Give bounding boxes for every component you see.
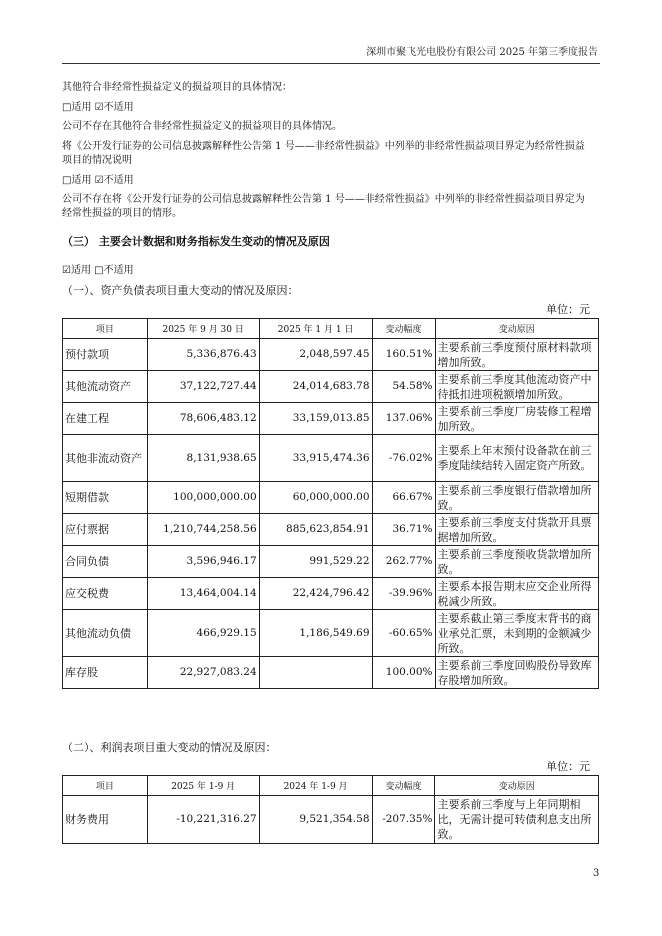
current-value-cell: 13,464,004.14 (147, 578, 259, 610)
change-cell: 54.58% (372, 371, 435, 403)
page-number: 3 (593, 868, 600, 879)
reason-cell: 主要系前三季度回购股份导致库存股增加所致。 (435, 657, 599, 689)
prior-value-cell: 33,159,013.85 (259, 403, 372, 435)
change-cell: -76.02% (372, 435, 435, 482)
header-divider (62, 63, 600, 64)
paragraph: 项目的情况说明 (62, 155, 132, 166)
header-cell: 项目 (63, 776, 148, 796)
income-subtitle: （二）、利润表项目重大变动的情况及原因： (62, 741, 277, 754)
table-row (63, 578, 599, 610)
header-cell: 2025 年 1-9 月 (147, 776, 259, 796)
change-cell: -39.96% (372, 578, 435, 610)
table-header-row (63, 776, 599, 796)
prior-value-cell: 885,623,854.91 (259, 514, 372, 546)
current-value-cell: 5,336,876.43 (147, 339, 259, 371)
reason-cell: 主要系上年末预付设备款在前三季度陆续结转入固定资产所致。 (435, 435, 599, 482)
header-cell: 变动幅度 (372, 319, 435, 339)
applicability-line: □适用 ☑不适用 (62, 175, 134, 186)
paragraph: 公司不存在将《公开发行证券的公司信息披露解释性公告第 1 号——非经常性损益》中列举的非经常性损益项目界定为 (62, 194, 585, 205)
section-title: （三） 主要会计数据和财务指标发生变动的情况及原因 (62, 235, 330, 248)
item-cell: 库存股 (63, 657, 148, 689)
current-value-cell: 22,927,083.24 (147, 657, 259, 689)
reason-cell: 主要系前三季度厂房装修工程增加所致。 (435, 403, 599, 435)
table-row (63, 657, 599, 689)
table-row (63, 339, 599, 371)
applicability-line: □适用 ☑不适用 (62, 102, 134, 113)
header-cell: 变动原因 (435, 776, 599, 796)
table-header-row (63, 319, 599, 339)
table-row (63, 482, 599, 514)
reason-cell: 主要系截止第三季度末背书的商业承兑汇票，未到期的金额减少所致。 (435, 610, 599, 657)
change-cell: 262.77% (372, 546, 435, 578)
current-value-cell: -10,221,316.27 (147, 796, 259, 844)
header-cell: 项目 (63, 319, 148, 339)
income-unit: 单位：元 (546, 760, 590, 773)
paragraph: 经常性损益的项目的情形。 (62, 208, 182, 219)
table-row (63, 435, 599, 482)
page-header: 深圳市聚飞光电股份有限公司 2025 年第三季度报告 (366, 47, 598, 58)
reason-cell: 主要系前三季度与上年同期相比，无需计提可转债利息支出所致。 (435, 796, 599, 844)
item-cell: 预付款项 (63, 339, 148, 371)
current-value-cell: 3,596,946.17 (147, 546, 259, 578)
prior-value-cell: 991,529.22 (259, 546, 372, 578)
header-cell: 2024 年 1-9 月 (259, 776, 372, 796)
current-value-cell: 466,929.15 (147, 610, 259, 657)
paragraph: 将《公开发行证券的公司信息披露解释性公告第 1 号——非经常性损益》中列举的非经常性损益项目界定为经常性损益 (62, 141, 585, 152)
table-row (63, 796, 599, 844)
paragraph: 其他符合非经常性损益定义的损益项目的具体情况： (62, 82, 292, 93)
change-cell: 160.51% (372, 339, 435, 371)
prior-value-cell: 33,915,474.36 (259, 435, 372, 482)
header-cell: 2025 年 1 月 1 日 (259, 319, 372, 339)
item-cell: 合同负债 (63, 546, 148, 578)
item-cell: 其他非流动资产 (63, 435, 148, 482)
applicability-line: ☑适用 □不适用 (62, 265, 134, 276)
prior-value-cell (259, 657, 372, 689)
prior-value-cell: 22,424,796.42 (259, 578, 372, 610)
current-value-cell: 78,606,483.12 (147, 403, 259, 435)
current-value-cell: 1,210,744,258.56 (147, 514, 259, 546)
item-cell: 财务费用 (63, 796, 148, 844)
table-row (63, 610, 599, 657)
reason-cell: 主要系前三季度银行借款增加所致。 (435, 482, 599, 514)
reason-cell: 主要系前三季度支付货款开具票据增加所致。 (435, 514, 599, 546)
prior-value-cell: 9,521,354.58 (259, 796, 372, 844)
item-cell: 应付票据 (63, 514, 148, 546)
income-table (62, 775, 599, 844)
table-row (63, 403, 599, 435)
prior-value-cell: 1,186,549.69 (259, 610, 372, 657)
prior-value-cell: 24,014,683.78 (259, 371, 372, 403)
balance-table (62, 318, 599, 689)
change-cell: 100.00% (372, 657, 435, 689)
table-row (63, 546, 599, 578)
table-row (63, 514, 599, 546)
balance-unit: 单位：元 (546, 303, 590, 316)
item-cell: 短期借款 (63, 482, 148, 514)
table-row (63, 371, 599, 403)
item-cell: 其他流动负债 (63, 610, 148, 657)
reason-cell: 主要系本报告期末应交企业所得税减少所致。 (435, 578, 599, 610)
prior-value-cell: 60,000,000.00 (259, 482, 372, 514)
item-cell: 应交税费 (63, 578, 148, 610)
header-cell: 变动原因 (435, 319, 599, 339)
item-cell: 在建工程 (63, 403, 148, 435)
change-cell: 36.71% (372, 514, 435, 546)
balance-subtitle: （一）、资产负债表项目重大变动的情况及原因： (62, 284, 299, 297)
current-value-cell: 37,122,727.44 (147, 371, 259, 403)
header-cell: 2025 年 9 月 30 日 (147, 319, 259, 339)
reason-cell: 主要系前三季度其他流动资产中待抵扣进项税额增加所致。 (435, 371, 599, 403)
prior-value-cell: 2,048,597.45 (259, 339, 372, 371)
current-value-cell: 100,000,000.00 (147, 482, 259, 514)
current-value-cell: 8,131,938.65 (147, 435, 259, 482)
item-cell: 其他流动资产 (63, 371, 148, 403)
change-cell: 66.67% (372, 482, 435, 514)
header-cell: 变动幅度 (372, 776, 435, 796)
change-cell: -60.65% (372, 610, 435, 657)
change-cell: 137.06% (372, 403, 435, 435)
change-cell: -207.35% (372, 796, 435, 844)
paragraph: 公司不存在其他符合非经常性损益定义的损益项目的具体情况。 (62, 121, 342, 132)
reason-cell: 主要系前三季度预付原材料款项增加所致。 (435, 339, 599, 371)
reason-cell: 主要系前三季度预收货款增加所致。 (435, 546, 599, 578)
